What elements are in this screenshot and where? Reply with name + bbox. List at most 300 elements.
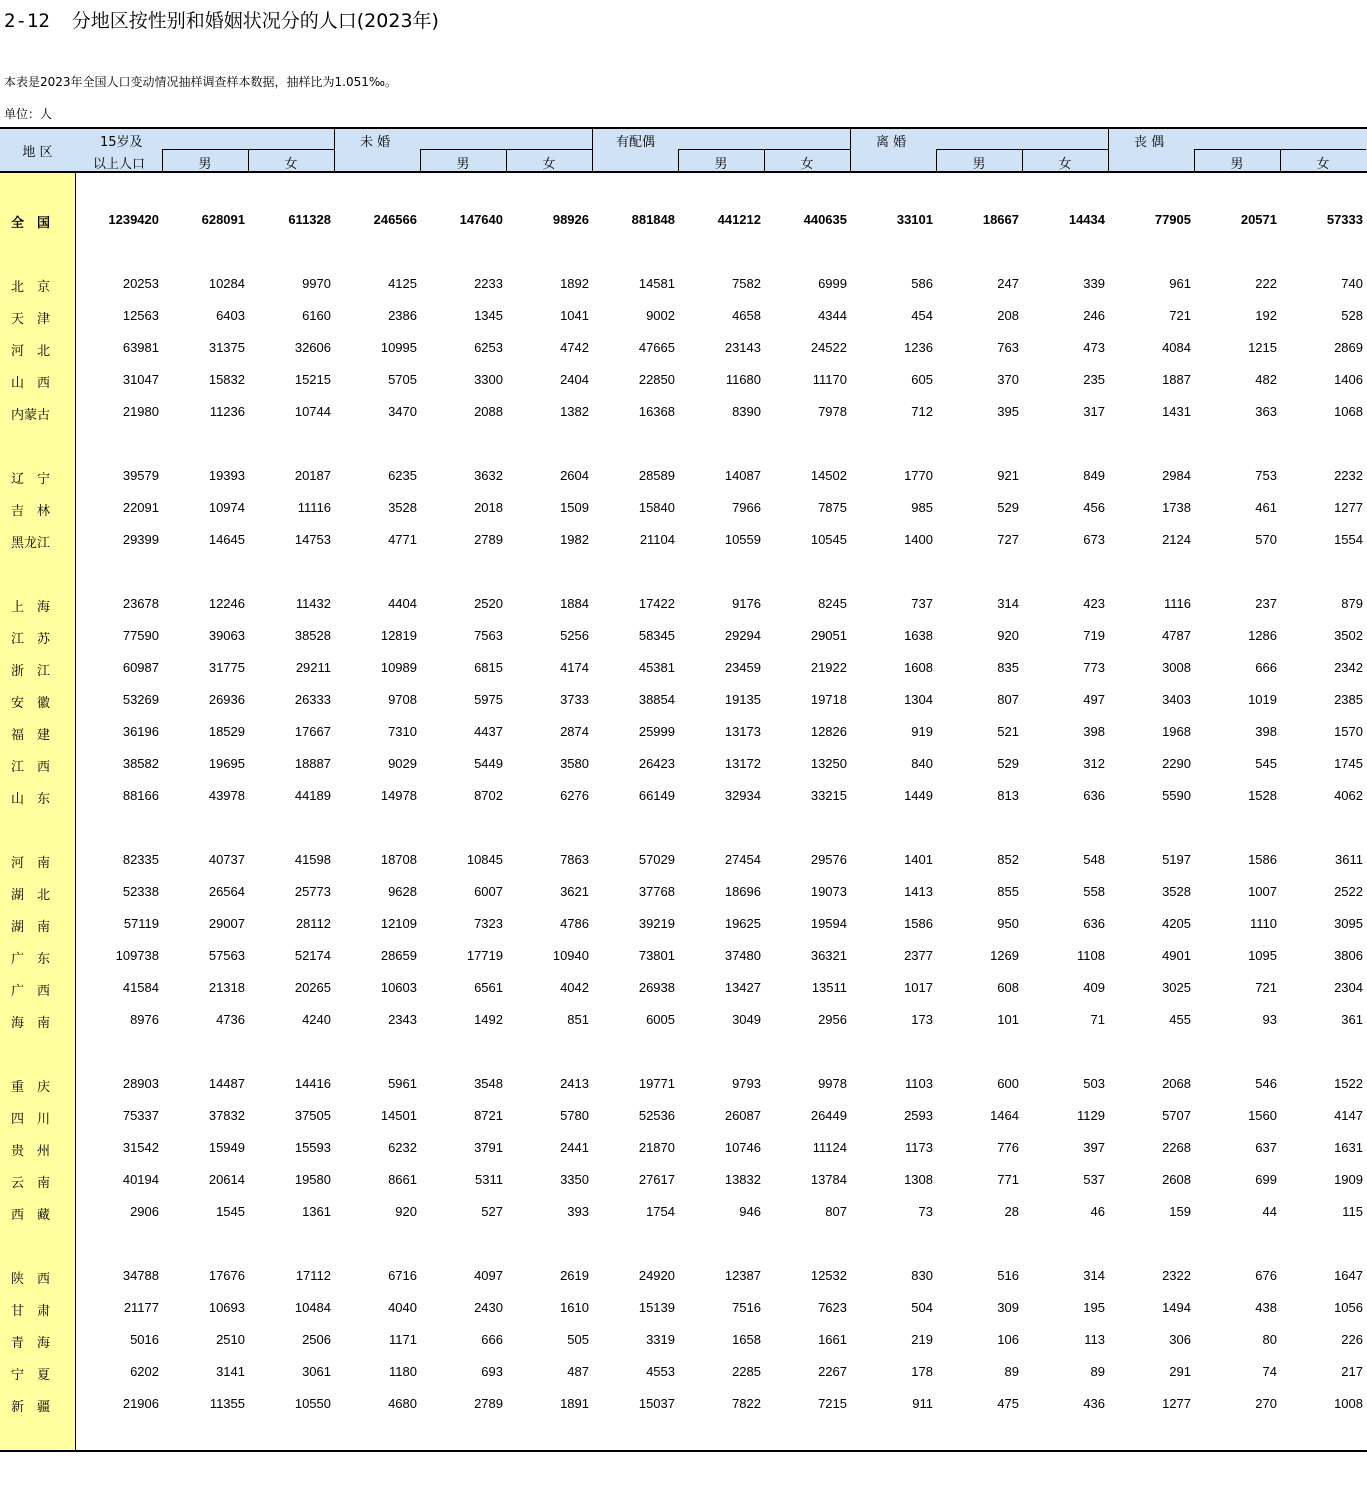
table-cell: 26449 <box>810 1108 847 1123</box>
table-cell: 195 <box>1083 1300 1105 1315</box>
table-cell: 9628 <box>388 884 417 899</box>
table-cell: 1545 <box>216 1204 245 1219</box>
table-cell: 3502 <box>1334 628 1363 643</box>
table-cell: 1449 <box>904 788 933 803</box>
table-cell: 7863 <box>560 852 589 867</box>
table-cell: 41584 <box>122 980 159 995</box>
table-cell: 4240 <box>302 1012 331 1027</box>
table-cell: 21906 <box>122 1396 159 1411</box>
table-cell: 830 <box>911 1268 933 1283</box>
table-cell: 14645 <box>208 532 245 547</box>
page-title <box>4 6 439 33</box>
table-cell: 1345 <box>474 308 503 323</box>
table-cell: 11124 <box>812 1140 847 1155</box>
header-subcolumn-divider <box>420 149 421 171</box>
table-cell: 106 <box>997 1332 1019 1347</box>
table-row <box>0 692 1367 712</box>
table-cell: 246566 <box>373 212 417 227</box>
table-cell: 4344 <box>818 308 847 323</box>
table-row <box>0 852 1367 872</box>
table-cell: 40737 <box>208 852 245 867</box>
table-cell: 8661 <box>388 1172 417 1187</box>
table-cell: 314 <box>997 596 1019 611</box>
table-cell: 2789 <box>474 1396 503 1411</box>
table-cell: 8976 <box>130 1012 159 1027</box>
table-cell: 8245 <box>818 596 847 611</box>
table-cell: 7966 <box>732 500 761 515</box>
table-row <box>0 1396 1367 1416</box>
region-name: 浙 江 <box>11 664 51 679</box>
table-cell: 15840 <box>638 500 675 515</box>
table-cell: 920 <box>395 1204 417 1219</box>
table-cell: 57333 <box>1326 212 1363 227</box>
region-name: 西 藏 <box>11 1208 51 1223</box>
table-cell: 9029 <box>388 756 417 771</box>
table-cell: 28112 <box>295 916 331 931</box>
table-cell: 1492 <box>474 1012 503 1027</box>
table-cell: 38582 <box>122 756 159 771</box>
table-cell: 1108 <box>1077 948 1105 963</box>
table-cell: 9176 <box>732 596 761 611</box>
table-cell: 12387 <box>724 1268 761 1283</box>
table-cell: 676 <box>1255 1268 1277 1283</box>
table-note: 本表是2023年全国人口变动情况抽样调查样本数据，抽样比为1.051‰。 <box>4 75 397 89</box>
table-cell: 637 <box>1255 1140 1277 1155</box>
table-cell: 21980 <box>122 404 159 419</box>
table-cell: 71 <box>1090 1012 1105 1027</box>
header-male: 男 <box>972 157 986 172</box>
table-cell: 1631 <box>1334 1140 1363 1155</box>
header-subcolumn-divider <box>678 149 679 171</box>
table-cell: 7310 <box>388 724 417 739</box>
table-row-national <box>0 212 1367 232</box>
table-cell: 1277 <box>1334 500 1363 515</box>
table-row <box>0 628 1367 648</box>
table-row <box>0 372 1367 392</box>
table-cell: 39063 <box>208 628 245 643</box>
table-cell: 6253 <box>474 340 503 355</box>
table-cell: 3350 <box>560 1172 589 1187</box>
table-cell: 487 <box>567 1364 589 1379</box>
region-name: 陕 西 <box>11 1272 51 1287</box>
table-cell: 7323 <box>474 916 503 931</box>
table-cell: 10940 <box>552 948 589 963</box>
table-cell: 29399 <box>122 532 159 547</box>
table-code: 2-12 <box>4 10 50 32</box>
table-cell: 173 <box>911 1012 933 1027</box>
table-cell: 7978 <box>818 404 847 419</box>
table-cell: 2285 <box>732 1364 761 1379</box>
table-cell: 6716 <box>388 1268 417 1283</box>
table-cell: 4404 <box>388 596 417 611</box>
table-cell: 15949 <box>208 1140 245 1155</box>
table-cell: 2404 <box>560 372 589 387</box>
table-cell: 1770 <box>904 468 933 483</box>
table-cell: 14434 <box>1068 212 1105 227</box>
table-cell: 23459 <box>724 660 761 675</box>
table-cell: 5707 <box>1162 1108 1191 1123</box>
table-cell: 14978 <box>380 788 417 803</box>
region-name: 山 西 <box>11 376 51 391</box>
table-cell: 4147 <box>1334 1108 1363 1123</box>
table-cell: 370 <box>997 372 1019 387</box>
table-cell: 4437 <box>474 724 503 739</box>
header-subcolumn-divider <box>1280 149 1281 171</box>
table-cell: 1068 <box>1334 404 1363 419</box>
table-cell: 849 <box>1083 468 1105 483</box>
table-cell: 8702 <box>474 788 503 803</box>
header-subcolumn-divider <box>248 149 249 171</box>
header-group-unmarried: 未 婚 <box>360 135 391 150</box>
table-cell: 21922 <box>810 660 847 675</box>
table-cell: 44 <box>1262 1204 1277 1219</box>
table-cell: 10746 <box>724 1140 761 1155</box>
table-cell: 2874 <box>560 724 589 739</box>
table-cell: 528 <box>1341 308 1363 323</box>
table-cell: 2506 <box>302 1332 331 1347</box>
table-cell: 17719 <box>466 948 503 963</box>
header-top-rule <box>0 127 1367 129</box>
region-name: 宁 夏 <box>11 1368 51 1383</box>
table-title-text: 分地区按性别和婚姻状况分的人口(2023年) <box>71 10 439 32</box>
table-cell: 47665 <box>638 340 675 355</box>
table-cell: 395 <box>997 404 1019 419</box>
header-region: 地 区 <box>22 145 53 160</box>
table-row <box>0 1108 1367 1128</box>
table-cell: 504 <box>911 1300 933 1315</box>
header-group-divorced: 离 婚 <box>876 135 907 150</box>
table-cell: 1401 <box>904 852 933 867</box>
header-subcolumn-divider <box>506 149 507 171</box>
table-cell: 2386 <box>388 308 417 323</box>
table-cell: 52174 <box>294 948 331 963</box>
table-cell: 2377 <box>904 948 933 963</box>
table-cell: 4042 <box>560 980 589 995</box>
table-cell: 4174 <box>560 660 589 675</box>
table-cell: 19718 <box>810 692 847 707</box>
region-name: 上 海 <box>11 600 51 615</box>
table-cell: 505 <box>567 1332 589 1347</box>
table-cell: 727 <box>997 532 1019 547</box>
table-cell: 77590 <box>122 628 159 643</box>
header-male: 男 <box>198 157 212 172</box>
table-row <box>0 1172 1367 1192</box>
table-cell: 17676 <box>208 1268 245 1283</box>
table-cell: 719 <box>1083 628 1105 643</box>
table-cell: 1608 <box>904 660 933 675</box>
table-cell: 5705 <box>388 372 417 387</box>
table-cell: 314 <box>1083 1268 1105 1283</box>
header-male: 男 <box>714 157 728 172</box>
table-cell: 461 <box>1255 500 1277 515</box>
table-cell: 6815 <box>474 660 503 675</box>
region-name: 安 徽 <box>11 696 51 711</box>
region-name: 黑龙江 <box>11 536 51 551</box>
table-row <box>0 660 1367 680</box>
table-cell: 19580 <box>294 1172 331 1187</box>
table-cell: 608 <box>997 980 1019 995</box>
table-cell: 26333 <box>294 692 331 707</box>
table-cell: 226 <box>1341 1332 1363 1347</box>
table-cell: 14416 <box>294 1076 331 1091</box>
table-cell: 1754 <box>646 1204 675 1219</box>
table-cell: 29211 <box>295 660 331 675</box>
table-cell: 2343 <box>388 1012 417 1027</box>
header-group-total-line2: 以上人口 <box>93 157 146 172</box>
table-cell: 753 <box>1255 468 1277 483</box>
table-row <box>0 1268 1367 1288</box>
table-cell: 1269 <box>990 948 1019 963</box>
table-cell: 3025 <box>1162 980 1191 995</box>
table-cell: 1007 <box>1248 884 1277 899</box>
table-cell: 3403 <box>1162 692 1191 707</box>
table-cell: 109738 <box>115 948 159 963</box>
header-male: 男 <box>1230 157 1244 172</box>
region-column-background <box>0 173 75 1450</box>
table-cell: 881848 <box>631 212 675 227</box>
table-cell: 1215 <box>1248 340 1277 355</box>
table-cell: 2520 <box>474 596 503 611</box>
table-cell: 628091 <box>201 212 245 227</box>
table-cell: 6999 <box>818 276 847 291</box>
table-cell: 12563 <box>122 308 159 323</box>
table-cell: 456 <box>1083 500 1105 515</box>
table-cell: 1528 <box>1248 788 1277 803</box>
table-cell: 23678 <box>122 596 159 611</box>
table-cell: 1522 <box>1334 1076 1363 1091</box>
table-cell: 1103 <box>905 1076 933 1091</box>
table-cell: 2869 <box>1334 340 1363 355</box>
table-cell: 28903 <box>122 1076 159 1091</box>
table-cell: 1658 <box>732 1332 761 1347</box>
table-cell: 15215 <box>294 372 331 387</box>
table-cell: 43978 <box>208 788 245 803</box>
table-cell: 835 <box>997 660 1019 675</box>
table-row <box>0 596 1367 616</box>
table-cell: 2619 <box>560 1268 589 1283</box>
table-cell: 309 <box>997 1300 1019 1315</box>
table-cell: 80 <box>1262 1332 1277 1347</box>
table-cell: 18529 <box>208 724 245 739</box>
table-cell: 31775 <box>208 660 245 675</box>
table-cell: 15593 <box>294 1140 331 1155</box>
table-cell: 740 <box>1341 276 1363 291</box>
table-cell: 1887 <box>1162 372 1191 387</box>
table-cell: 29007 <box>208 916 245 931</box>
table-cell: 2441 <box>560 1140 589 1155</box>
table-cell: 3049 <box>732 1012 761 1027</box>
table-cell: 20614 <box>208 1172 245 1187</box>
table-cell: 529 <box>997 500 1019 515</box>
table-cell: 1110 <box>1250 916 1277 931</box>
table-cell: 13784 <box>810 1172 847 1187</box>
table-cell: 11170 <box>812 372 847 387</box>
table-cell: 454 <box>911 308 933 323</box>
header-group-married: 有配偶 <box>616 135 656 150</box>
table-cell: 82335 <box>122 852 159 867</box>
table-cell: 12246 <box>208 596 245 611</box>
table-cell: 10603 <box>380 980 417 995</box>
table-cell: 521 <box>997 724 1019 739</box>
table-cell: 19135 <box>724 692 761 707</box>
table-cell: 24522 <box>810 340 847 355</box>
table-cell: 6202 <box>130 1364 159 1379</box>
table-cell: 9970 <box>302 276 331 291</box>
table-cell: 17667 <box>294 724 331 739</box>
table-cell: 1173 <box>905 1140 933 1155</box>
table-row <box>0 1140 1367 1160</box>
table-cell: 1041 <box>560 308 589 323</box>
table-cell: 773 <box>1083 660 1105 675</box>
table-cell: 11680 <box>725 372 761 387</box>
table-cell: 3319 <box>646 1332 675 1347</box>
table-row <box>0 1076 1367 1096</box>
table-row <box>0 468 1367 488</box>
table-cell: 2018 <box>474 500 503 515</box>
table-cell: 5590 <box>1162 788 1191 803</box>
table-cell: 14753 <box>294 532 331 547</box>
table-cell: 88166 <box>122 788 159 803</box>
table-row <box>0 1204 1367 1224</box>
table-cell: 14581 <box>638 276 675 291</box>
table-cell: 39579 <box>122 468 159 483</box>
table-cell: 77905 <box>1154 212 1191 227</box>
region-name: 湖 南 <box>11 920 51 935</box>
table-cell: 4553 <box>646 1364 675 1379</box>
table-cell: 60987 <box>122 660 159 675</box>
table-cell: 247 <box>997 276 1019 291</box>
table-cell: 3095 <box>1334 916 1363 931</box>
table-cell: 1738 <box>1162 500 1191 515</box>
table-cell: 475 <box>997 1396 1019 1411</box>
table-cell: 855 <box>997 884 1019 899</box>
header-subcolumn-divider <box>764 149 765 171</box>
table-cell: 4040 <box>388 1300 417 1315</box>
table-cell: 11236 <box>209 404 245 419</box>
unit-label: 单位：人 <box>4 107 53 121</box>
region-name: 江 西 <box>11 760 51 775</box>
table-cell: 13172 <box>724 756 761 771</box>
region-name: 广 东 <box>11 952 51 967</box>
table-cell: 15139 <box>638 1300 675 1315</box>
table-cell: 2608 <box>1162 1172 1191 1187</box>
table-cell: 763 <box>997 340 1019 355</box>
table-cell: 7582 <box>732 276 761 291</box>
table-cell: 37505 <box>294 1108 331 1123</box>
table-cell: 1509 <box>560 500 589 515</box>
table-cell: 1661 <box>818 1332 847 1347</box>
table-row <box>0 340 1367 360</box>
table-cell: 4742 <box>560 340 589 355</box>
region-name: 广 西 <box>11 984 51 999</box>
table-cell: 53269 <box>122 692 159 707</box>
table-cell: 11355 <box>209 1396 245 1411</box>
table-cell: 4736 <box>216 1012 245 1027</box>
table-cell: 4658 <box>732 308 761 323</box>
table-cell: 246 <box>1083 308 1105 323</box>
table-cell: 537 <box>1083 1172 1105 1187</box>
table-cell: 20187 <box>294 468 331 483</box>
region-name: 吉 林 <box>11 504 51 519</box>
table-cell: 398 <box>1083 724 1105 739</box>
table-row <box>0 724 1367 744</box>
table-cell: 570 <box>1255 532 1277 547</box>
table-cell: 673 <box>1083 532 1105 547</box>
table-cell: 363 <box>1255 404 1277 419</box>
table-cell: 1647 <box>1334 1268 1363 1283</box>
table-cell: 58345 <box>638 628 675 643</box>
table-cell: 771 <box>997 1172 1019 1187</box>
region-name: 云 南 <box>11 1176 51 1191</box>
region-name: 天 津 <box>11 312 51 327</box>
table-cell: 852 <box>997 852 1019 867</box>
table-cell: 2906 <box>130 1204 159 1219</box>
region-name: 贵 州 <box>11 1144 51 1159</box>
table-row <box>0 1364 1367 1384</box>
table-cell: 20253 <box>122 276 159 291</box>
header-female: 女 <box>1058 157 1072 172</box>
table-cell: 192 <box>1255 308 1277 323</box>
region-name: 北 京 <box>11 280 51 295</box>
table-cell: 10284 <box>208 276 245 291</box>
table-cell: 527 <box>481 1204 503 1219</box>
table-cell: 693 <box>481 1364 503 1379</box>
table-cell: 558 <box>1083 884 1105 899</box>
table-cell: 636 <box>1083 916 1105 931</box>
table-row <box>0 884 1367 904</box>
table-cell: 115 <box>1342 1204 1363 1219</box>
table-row <box>0 756 1367 776</box>
table-cell: 2413 <box>560 1076 589 1091</box>
table-cell: 879 <box>1341 596 1363 611</box>
table-cell: 813 <box>997 788 1019 803</box>
table-cell: 6561 <box>474 980 503 995</box>
table-cell: 1116 <box>1164 596 1191 611</box>
table-cell: 1884 <box>560 596 589 611</box>
table-cell: 4771 <box>388 532 417 547</box>
table-cell: 5197 <box>1162 852 1191 867</box>
table-cell: 32934 <box>724 788 761 803</box>
table-cell: 440635 <box>803 212 847 227</box>
table-cell: 1413 <box>904 884 933 899</box>
table-cell: 10989 <box>380 660 417 675</box>
table-cell: 28659 <box>380 948 417 963</box>
table-cell: 4205 <box>1162 916 1191 931</box>
table-cell: 37768 <box>638 884 675 899</box>
table-cell: 441212 <box>717 212 761 227</box>
table-cell: 13250 <box>810 756 847 771</box>
table-cell: 9002 <box>646 308 675 323</box>
table-cell: 2068 <box>1162 1076 1191 1091</box>
table-cell: 20265 <box>294 980 331 995</box>
table-cell: 2510 <box>216 1332 245 1347</box>
table-cell: 21318 <box>208 980 245 995</box>
table-cell: 25999 <box>638 724 675 739</box>
table-cell: 5256 <box>560 628 589 643</box>
table-cell: 2232 <box>1334 468 1363 483</box>
table-cell: 10845 <box>466 852 503 867</box>
table-cell: 4680 <box>388 1396 417 1411</box>
header-subcolumn-divider <box>162 149 163 171</box>
table-cell: 19695 <box>208 756 245 771</box>
region-name: 重 庆 <box>11 1080 51 1095</box>
table-cell: 13427 <box>724 980 761 995</box>
table-cell: 10995 <box>380 340 417 355</box>
table-cell: 1610 <box>560 1300 589 1315</box>
header-group-divider <box>334 127 335 171</box>
table-cell: 37480 <box>724 948 761 963</box>
table-cell: 29294 <box>724 628 761 643</box>
